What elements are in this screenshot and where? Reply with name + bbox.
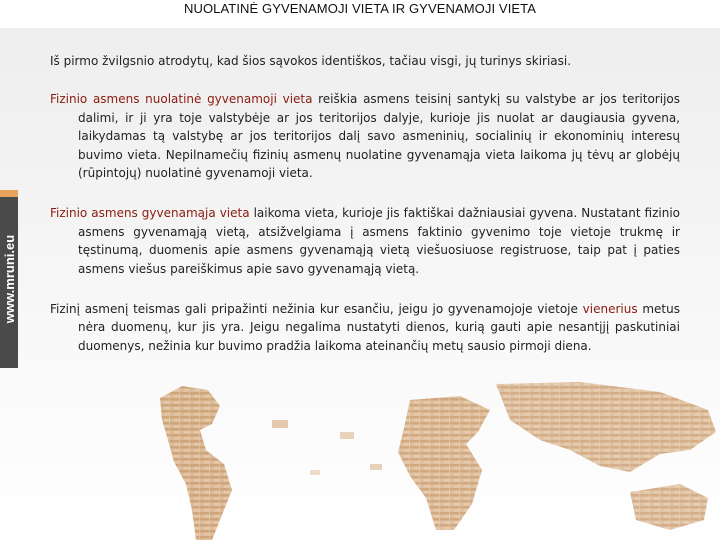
paragraph-residence xyxy=(50,204,680,278)
term-one-year: vienerius xyxy=(582,302,638,317)
paragraph-missing-person xyxy=(50,300,680,355)
paragraph-text: reiškia asmens teisinį santykį su valstybe ar jos teritorijos dalimi, ir ji yra toje valstybėje ar jos teritorijos dalyje, kurioje jis nuolat ar daugiausia gyvena, laikydamas tą valstybę ar jos teritorijos dalį savo asmeninių, socialinių ir ekonominių interesų buvimo vieta. Nepilnamečių fizinių asmenų nuolatine gyvenamąja vieta laikoma jų tėvų ar globėjų (rūpintojų) nuolatinė gyvenamoji vieta. xyxy=(78,92,681,181)
world-map-graphic xyxy=(160,380,720,540)
brand-accent-bar xyxy=(0,190,18,197)
continent-africa-shape xyxy=(398,396,490,530)
continent-australia-shape xyxy=(630,484,708,530)
slide-title: NUOLATINĖ GYVENAMOJI VIETA IR GYVENAMOJI VIETA xyxy=(0,0,720,28)
side-brand-strip xyxy=(0,190,18,368)
intro-paragraph: Iš pirmo žvilgsnio atrodytų, kad šios sąvokos identiškos, tačiau visgi, jų turinys skiriasi. xyxy=(50,54,572,68)
paragraph-text: metus nėra duomenų, kur jis yra. Jeigu negalima nustatyti dienos, kurią gauti apie nesantįjį paskutiniai duomenys, nežinia kur buvimo pradžia laikoma ateinančių metų sausio pirmoji diena. xyxy=(78,302,680,353)
paragraph-permanent-residence xyxy=(50,90,680,182)
content-body xyxy=(50,52,680,377)
continent-americas-shape xyxy=(160,386,232,540)
term-permanent-residence: Fizinio asmens nuolatinė gyvenamoji vieta xyxy=(50,92,313,107)
brand-url: www.mruni.eu xyxy=(2,234,17,324)
continent-asia-shape xyxy=(496,382,716,472)
paragraph-text: laikoma vieta, kurioje jis faktiškai dažniausiai gyvena. Nustatant fizinio asmens gyvenamąją vietą, atsižvelgiama į asmens faktinio gyvenimo toje vietoje trukmę ir tęstinumą, duomenis apie asmens gyvenamąją vietą viešuosiuose registruose, taip pat į paties asmens viešus pareiškimus apie savo gyvenamąją vietą. xyxy=(78,206,680,276)
paragraph-text: Fizinį asmenį teismas gali pripažinti nežinia kur esančiu, jeigu jo gyvenamojoje vietoje xyxy=(50,302,583,317)
term-residence: Fizinio asmens gyvenamąja vieta xyxy=(50,206,250,221)
